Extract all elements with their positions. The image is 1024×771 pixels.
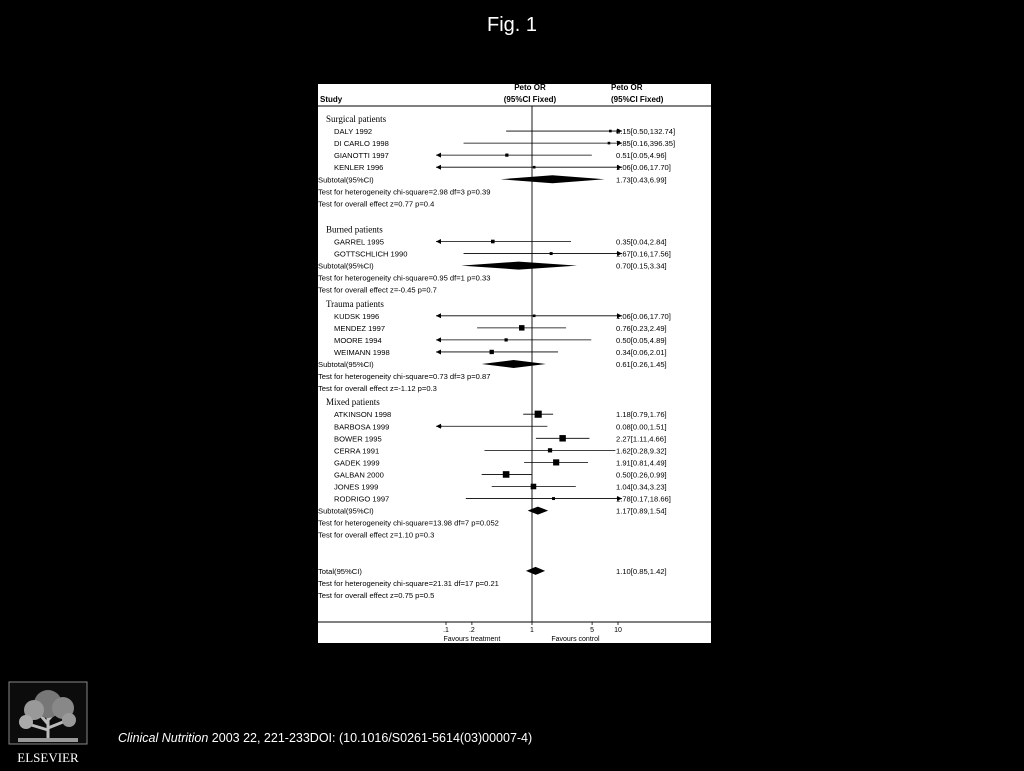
study-point-estimate xyxy=(552,497,555,500)
study-label: RODRIGO 1997 xyxy=(334,494,390,504)
study-label: GIANOTTI 1997 xyxy=(334,151,389,161)
ci-left-arrow xyxy=(436,153,441,158)
elsevier-tree-icon xyxy=(6,680,90,766)
column-header-plot-line1: Peto OR xyxy=(514,84,546,92)
estimate-value: 1.91[0.81,4.49] xyxy=(616,458,667,468)
group-heading: Trauma patients xyxy=(326,298,384,309)
estimate-value: 7.85[0.16,396.35] xyxy=(616,139,676,149)
estimate-value: 0.51[0.05,4.96] xyxy=(616,151,667,161)
test-statistic-note: Test for heterogeneity chi-square=0.73 df=3 p=0.87 xyxy=(318,372,491,382)
estimate-value: 0.70[0.15,3.34] xyxy=(616,261,667,271)
study-point-estimate xyxy=(531,484,537,490)
subtotal-label: Subtotal(95%CI) xyxy=(318,175,374,185)
study-label: ATKINSON 1998 xyxy=(334,410,392,420)
ci-left-arrow xyxy=(436,165,441,170)
pooled-diamond xyxy=(482,360,546,368)
subtotal-label: Total(95%CI) xyxy=(318,566,362,576)
study-label: DALY 1992 xyxy=(334,127,373,137)
estimate-value: 0.08[0.00,1.51] xyxy=(616,422,667,432)
study-label: KUDSK 1996 xyxy=(334,311,380,321)
pooled-diamond xyxy=(500,175,604,183)
test-statistic-note: Test for heterogeneity chi-square=21.31 df=17 p=0.21 xyxy=(318,578,499,588)
axis-tick-label: 5 xyxy=(590,627,595,634)
estimate-value: 1.06[0.06,17.70] xyxy=(616,163,671,173)
study-point-estimate xyxy=(553,459,559,465)
ci-left-arrow xyxy=(436,337,441,342)
study-label: BARBOSA 1999 xyxy=(334,422,390,432)
study-label: WEIMANN 1998 xyxy=(334,347,390,357)
column-header-plot-line2: (95%CI Fixed) xyxy=(503,95,557,104)
ci-left-arrow xyxy=(436,313,441,318)
group-heading: Burned patients xyxy=(326,224,383,235)
study-label: GADEK 1999 xyxy=(334,458,380,468)
estimate-value: 0.61[0.26,1.45] xyxy=(616,360,667,369)
test-statistic-note: Test for overall effect z=1.10 p=0.3 xyxy=(318,530,435,540)
estimate-value: 1.17[0.89,1.54] xyxy=(616,506,667,516)
axis-tick-label: 1 xyxy=(530,627,534,634)
study-point-estimate xyxy=(533,315,536,318)
footer-favours-treatment: Favours treatment xyxy=(443,636,501,643)
elsevier-logo xyxy=(6,680,90,766)
estimate-value: 0.76[0.23,2.49] xyxy=(616,323,667,333)
ci-left-arrow xyxy=(436,349,441,354)
study-point-estimate xyxy=(609,130,612,133)
test-statistic-note: Test for heterogeneity chi-square=0.95 df=1 p=0.33 xyxy=(318,273,491,283)
study-point-estimate xyxy=(559,435,565,441)
estimate-value: 1.67[0.16,17.56] xyxy=(616,249,671,259)
estimate-value: 1.04[0.34,3.23] xyxy=(616,482,667,492)
test-statistic-note: Test for overall effect z=0.77 p=0.4 xyxy=(318,199,435,209)
study-point-estimate xyxy=(505,338,508,341)
estimate-value: 1.73[0.43,6.99] xyxy=(616,175,667,185)
slide-title: Fig. 1 xyxy=(486,14,538,36)
citation-journal: Clinical Nutrition xyxy=(118,731,209,745)
study-label: GOTTSCHLICH 1990 xyxy=(334,249,408,259)
study-label: DI CARLO 1998 xyxy=(334,139,389,149)
study-point-estimate xyxy=(503,471,510,478)
axis-tick-label: .1 xyxy=(443,627,449,634)
study-label: KENLER 1996 xyxy=(334,163,384,173)
study-label: CERRA 1991 xyxy=(334,446,380,456)
test-statistic-note: Test for overall effect z=-0.45 p=0.7 xyxy=(318,285,437,295)
study-label: MENDEZ 1997 xyxy=(334,323,386,333)
study-label: JONES 1999 xyxy=(334,482,379,492)
estimate-value: 0.50[0.26,0.99] xyxy=(616,470,667,480)
test-statistic-note: Test for overall effect z=0.75 p=0.5 xyxy=(318,590,435,600)
study-point-estimate xyxy=(535,411,542,418)
group-heading: Mixed patients xyxy=(326,397,380,408)
pooled-diamond xyxy=(461,262,577,270)
test-statistic-note: Test for heterogeneity chi-square=2.98 df=3 p=0.39 xyxy=(318,187,491,197)
estimate-value: 0.35[0.04,2.84] xyxy=(616,237,667,247)
estimate-value: 2.27[1.11,4.66] xyxy=(616,434,667,444)
estimate-value: 1.18[0.79,1.76] xyxy=(616,410,667,420)
ci-left-arrow xyxy=(436,239,441,244)
column-header-study: Study xyxy=(320,95,343,104)
study-point-estimate xyxy=(550,252,553,255)
study-label: GALBAN 2000 xyxy=(334,470,384,480)
citation xyxy=(118,731,532,745)
pooled-diamond xyxy=(526,567,545,575)
forest-plot-figure xyxy=(318,84,711,643)
footer-favours-control: Favours control xyxy=(551,636,600,643)
estimate-value: 8.15[0.50,132.74] xyxy=(616,127,676,137)
subtotal-label: Subtotal(95%CI) xyxy=(318,360,374,369)
study-point-estimate xyxy=(491,240,495,244)
column-header-estimate-line1: Peto OR xyxy=(611,84,643,92)
axis-tick-label: .2 xyxy=(468,627,475,634)
citation-details: 2003 22, 221-233DOI: (10.1016/S0261-5614(03)00007-4) xyxy=(211,731,533,745)
study-label: GARREL 1995 xyxy=(334,237,384,247)
study-point-estimate xyxy=(548,448,552,452)
study-point-estimate xyxy=(519,325,524,330)
group-heading: Surgical patients xyxy=(326,114,387,124)
study-point-estimate xyxy=(533,166,536,169)
axis-tick-label: 10 xyxy=(614,627,622,634)
publisher-name: ELSEVIER xyxy=(17,750,79,765)
study-point-estimate xyxy=(490,350,494,354)
forest-plot-svg xyxy=(318,84,711,643)
estimate-value: 1.78[0.17,18.66] xyxy=(616,494,671,504)
study-label: MOORE 1994 xyxy=(334,335,382,345)
study-label: BOWER 1995 xyxy=(334,434,382,444)
estimate-value: 0.34[0.06,2.01] xyxy=(616,347,667,357)
subtotal-label: Subtotal(95%CI) xyxy=(318,261,374,271)
study-point-estimate xyxy=(505,154,508,157)
estimate-value: 1.62[0.28,9.32] xyxy=(616,446,667,456)
subtotal-label: Subtotal(95%CI) xyxy=(318,506,374,516)
test-statistic-note: Test for overall effect z=-1.12 p=0.3 xyxy=(318,384,437,394)
study-point-estimate xyxy=(439,425,442,428)
estimate-value: 0.50[0.05,4.89] xyxy=(616,335,667,345)
estimate-value: 1.06[0.06,17.70] xyxy=(616,311,671,321)
pooled-diamond xyxy=(528,507,548,515)
study-point-estimate xyxy=(608,142,611,145)
estimate-value: 1.10[0.85,1.42] xyxy=(616,566,667,576)
column-header-estimate-line2: (95%CI Fixed) xyxy=(611,95,664,104)
test-statistic-note: Test for heterogeneity chi-square=13.98 df=7 p=0.052 xyxy=(318,518,499,528)
